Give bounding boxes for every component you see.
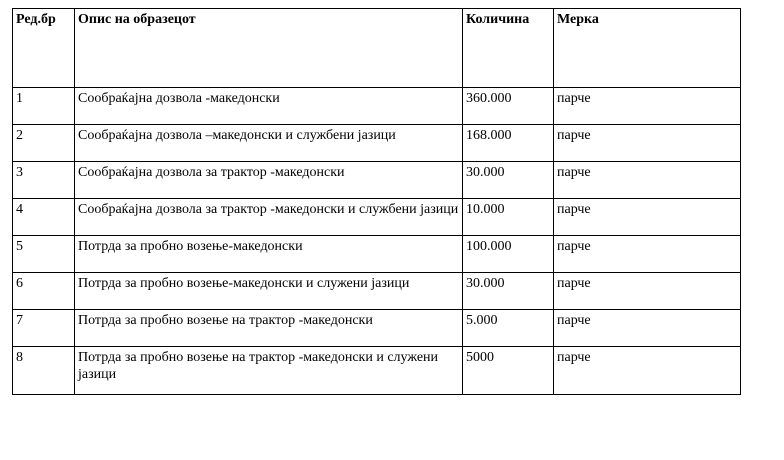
cell-unit: парче xyxy=(554,162,741,199)
cell-description: Сообраќајна дозвола -македонски xyxy=(75,88,463,125)
table-row xyxy=(13,310,741,347)
cell-quantity: 30.000 xyxy=(463,273,554,310)
cell-description: Потрда за пробно возење-македонски и служени јазици xyxy=(75,273,463,310)
cell-quantity: 5000 xyxy=(463,347,554,395)
cell-number: 3 xyxy=(13,162,75,199)
cell-unit: парче xyxy=(554,236,741,273)
table-row xyxy=(13,273,741,310)
header-unit: Мерка xyxy=(554,9,741,88)
specification-table xyxy=(12,8,741,395)
cell-quantity: 168.000 xyxy=(463,125,554,162)
cell-number: 6 xyxy=(13,273,75,310)
cell-unit: парче xyxy=(554,199,741,236)
cell-description: Сообраќајна дозвола за трактор -македонски xyxy=(75,162,463,199)
cell-description: Потрда за пробно возење-македонски xyxy=(75,236,463,273)
cell-description: Сообраќајна дозвола за трактор -македонски и службени јазици xyxy=(75,199,463,236)
cell-description: Потрда за пробно возење на трактор -македонски xyxy=(75,310,463,347)
cell-unit: парче xyxy=(554,310,741,347)
header-number: Ред.бр xyxy=(13,9,75,88)
cell-number: 8 xyxy=(13,347,75,395)
table-row xyxy=(13,199,741,236)
cell-description: Сообраќајна дозвола –македонски и службени јазици xyxy=(75,125,463,162)
cell-number: 7 xyxy=(13,310,75,347)
cell-number: 1 xyxy=(13,88,75,125)
cell-quantity: 100.000 xyxy=(463,236,554,273)
cell-quantity: 10.000 xyxy=(463,199,554,236)
table-row xyxy=(13,162,741,199)
cell-quantity: 360.000 xyxy=(463,88,554,125)
table-row xyxy=(13,125,741,162)
cell-quantity: 5.000 xyxy=(463,310,554,347)
cell-number: 4 xyxy=(13,199,75,236)
cell-number: 2 xyxy=(13,125,75,162)
cell-quantity: 30.000 xyxy=(463,162,554,199)
cell-unit: парче xyxy=(554,347,741,395)
table-header-row xyxy=(13,9,741,88)
cell-unit: парче xyxy=(554,88,741,125)
cell-number: 5 xyxy=(13,236,75,273)
header-description: Опис на образецот xyxy=(75,9,463,88)
cell-unit: парче xyxy=(554,125,741,162)
table-row xyxy=(13,347,741,395)
table-row xyxy=(13,88,741,125)
cell-description: Потрда за пробно возење на трактор -македонски и служени јазици xyxy=(75,347,463,395)
cell-unit: парче xyxy=(554,273,741,310)
table-row xyxy=(13,236,741,273)
header-quantity: Количина xyxy=(463,9,554,88)
